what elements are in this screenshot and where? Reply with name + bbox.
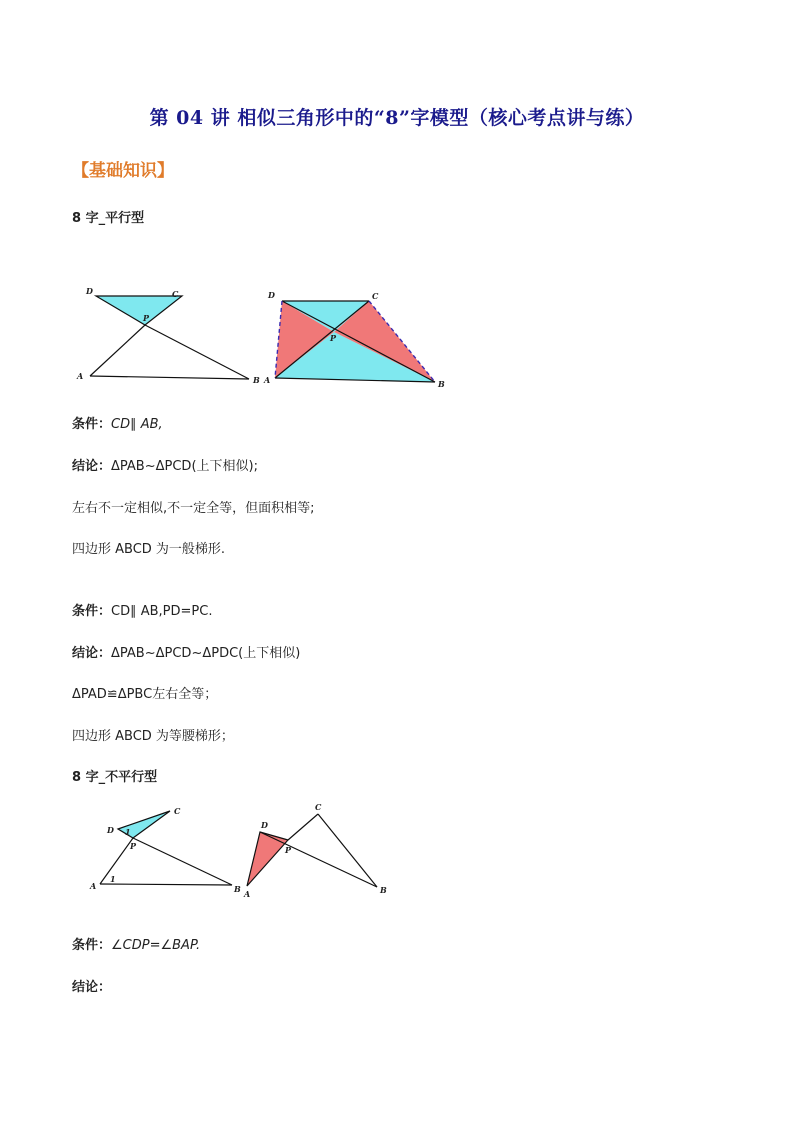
- segment-pc: [288, 814, 318, 840]
- label-d: D: [261, 820, 268, 830]
- label-b: B: [380, 885, 387, 895]
- case1-line4: 四边形 ABCD 为一般梯形.: [72, 542, 226, 557]
- label-d: D: [107, 825, 114, 835]
- case1-condition: [72, 413, 163, 432]
- condition-text: CD∥ AB,: [111, 417, 163, 432]
- label-a: A: [244, 889, 251, 899]
- condition-text: CD∥ AB,PD=PC.: [111, 604, 213, 619]
- label-b: B: [234, 884, 241, 894]
- section-heading: 【基础知识】: [72, 161, 174, 181]
- case2-condition: [72, 600, 212, 619]
- condition-text: ∠CDP=∠BAP.: [111, 938, 201, 953]
- label-angle-a: 1: [110, 874, 116, 884]
- conclusion-label: 结论：: [72, 980, 112, 995]
- condition-label: 条件：: [72, 604, 112, 619]
- nonparallel-conclusion: [72, 976, 111, 995]
- label-c: C: [172, 289, 179, 299]
- label-p: P: [330, 333, 337, 343]
- label-b: B: [253, 375, 260, 385]
- label-c: C: [174, 806, 181, 816]
- heading-nonparallel: 8 字_不平行型: [72, 770, 158, 785]
- segment-cb: [318, 814, 377, 887]
- label-p: P: [130, 841, 137, 851]
- label-a: A: [77, 371, 84, 381]
- triangle-pad: [247, 832, 288, 886]
- condition-label: 条件：: [72, 417, 112, 432]
- label-b: B: [438, 379, 445, 389]
- label-c: C: [372, 291, 379, 301]
- segment-db: [260, 832, 377, 887]
- label-c: C: [315, 802, 322, 812]
- segment-pa: [100, 838, 133, 884]
- case2-line4: 四边形 ABCD 为等腰梯形；: [72, 729, 234, 744]
- label-d: D: [268, 290, 275, 300]
- segment-pa: [90, 325, 145, 376]
- triangle-pcd: [96, 296, 182, 325]
- segment-pb: [133, 838, 232, 885]
- condition-label: 条件：: [72, 938, 112, 953]
- segment-ab: [90, 376, 249, 379]
- nonparallel-condition: [72, 934, 200, 953]
- conclusion-label: 结论：: [72, 459, 112, 474]
- case2-conclusion: [72, 642, 300, 661]
- figure-nonparallel-angles: [88, 805, 251, 899]
- conclusion-text: ΔPAB~ΔPCD~ΔPDC(上下相似): [111, 646, 301, 661]
- page-title: 第 04 讲 相似三角形中的“8”字模型（核心考点讲与练）: [149, 107, 645, 129]
- segment-ab: [100, 884, 232, 885]
- figure-parallel-trapezoid: [262, 288, 452, 392]
- conclusion-label: 结论：: [72, 646, 112, 661]
- label-p: P: [143, 313, 150, 323]
- case1-conclusion: [72, 455, 258, 474]
- label-a: A: [264, 375, 271, 385]
- conclusion-text: ΔPAB~ΔPCD(上下相似);: [111, 459, 258, 474]
- case1-line3: 左右不一定相似,不一定全等，但面积相等;: [72, 501, 315, 516]
- heading-parallel: 8 字_平行型: [72, 211, 145, 226]
- label-angle-d: 1: [125, 827, 131, 837]
- figure-nonparallel-triangles: [240, 800, 400, 902]
- figure-parallel-basic: [74, 282, 264, 386]
- label-d: D: [86, 286, 93, 296]
- segment-pb: [145, 325, 249, 379]
- label-p: P: [285, 845, 292, 855]
- label-a: A: [90, 881, 97, 891]
- case2-line3: ΔPAD≌ΔPBC左右全等；: [72, 687, 218, 702]
